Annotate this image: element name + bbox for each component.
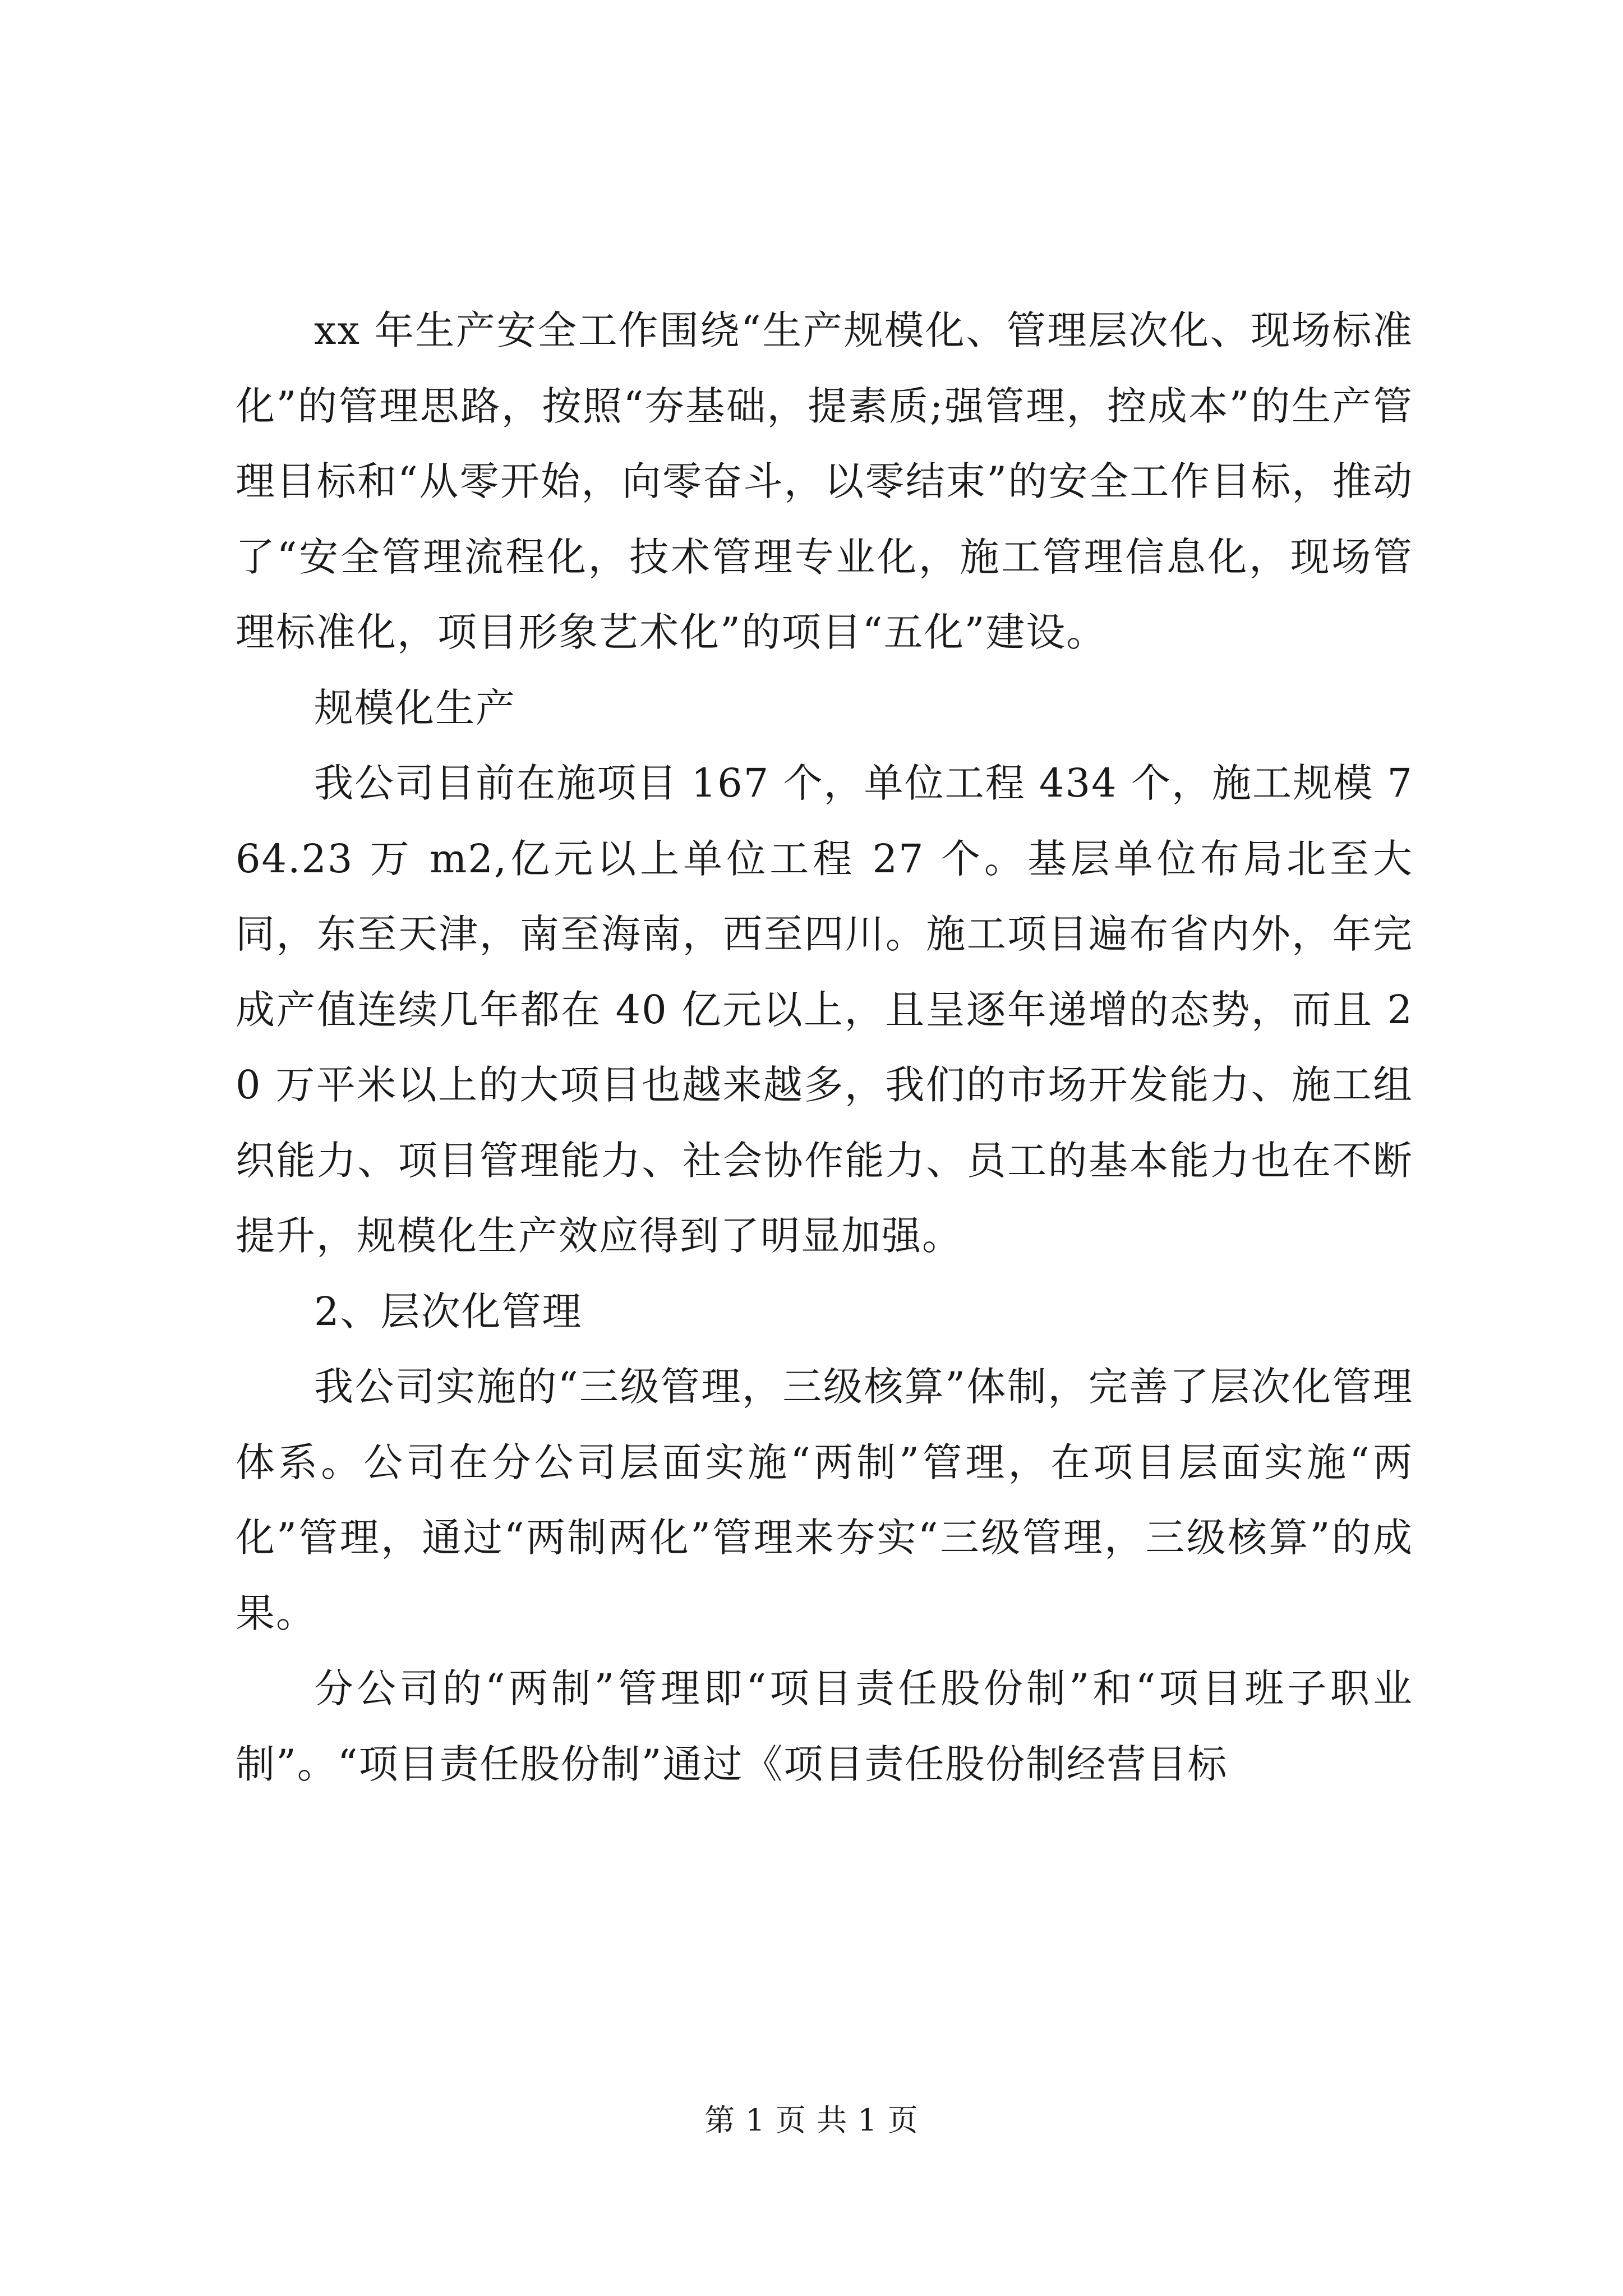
paragraph-intro: xx 年生产安全工作围绕“生产规模化、管理层次化、现场标准化”的管理思路，按照“夯基础，提素质;强管理，控成本”的生产管理目标和“从零开始，向零奋斗，以零结束”的安全工作目标，推动了“安全管理流程化，技术管理专业化，施工管理信息化，现场管理标准化，项目形象艺术化”的项目“五化”建设。 xyxy=(236,307,1413,655)
document-body xyxy=(236,293,1413,1802)
page-footer: 第 1 页 共 1 页 xyxy=(704,2102,919,2138)
section-heading-scale-production: 规模化生产 xyxy=(314,684,516,731)
paragraph-branch-two-systems: 分公司的“两制”管理即“项目责任股份制”和“项目班子职业制”。“项目责任股份制”通过《项目责任股份制经营目标 xyxy=(236,1665,1413,1787)
paragraph-tiered-management: 我公司实施的“三级管理，三级核算”体制，完善了层次化管理体系。公司在分公司层面实施“两制”管理，在项目层面实施“两化”管理，通过“两制两化”管理来夯实“三级管理，三级核算”的成果。 xyxy=(236,1364,1413,1636)
paragraph-scale-production: 我公司目前在施项目 167 个，单位工程 434 个，施工规模 764.23 万 m2,亿元以上单位工程 27 个。基层单位布局北至大同，东至天津，南至海南，西至四川。施工项目遍布省内外，年完成产值连续几年都在 40 亿元以上，且呈逐年递增的态势，而且 20 万平米以上的大项目也越来越多，我们的市场开发能力、施工组织能力、项目管理能力、社会协作能力、员工的基本能力也在不断提升，规模化生产效应得到了明显加强。 xyxy=(236,760,1413,1259)
section-heading-tiered-management: 2、层次化管理 xyxy=(314,1288,583,1335)
